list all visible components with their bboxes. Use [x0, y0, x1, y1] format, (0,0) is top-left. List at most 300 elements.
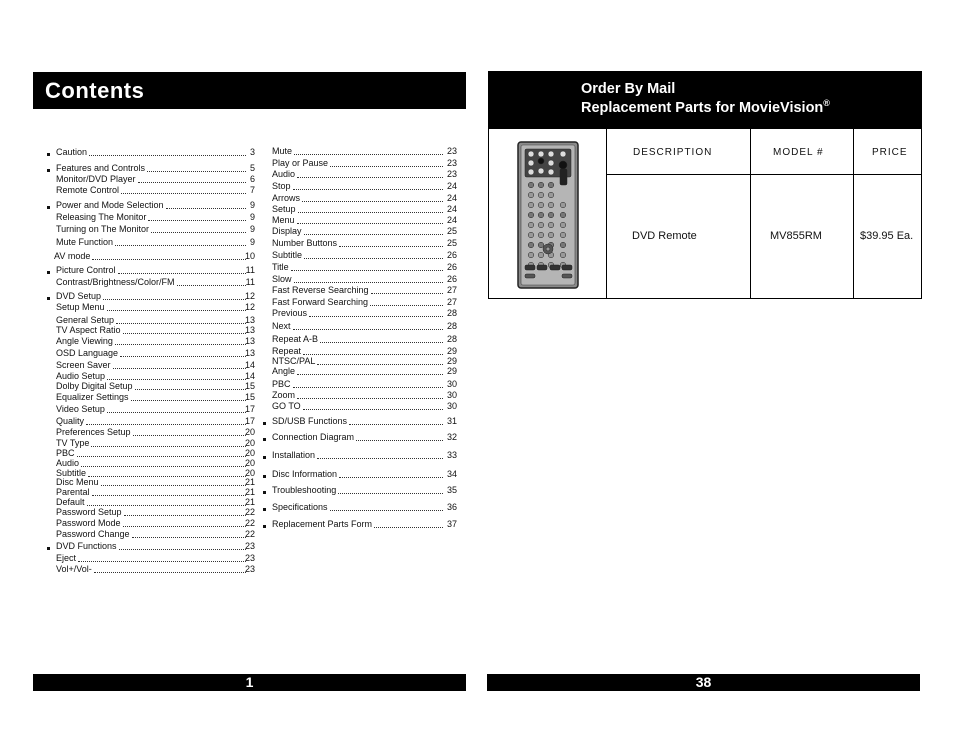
- toc-entry-page: 15: [244, 381, 255, 391]
- toc-entry: [272, 432, 457, 442]
- toc-entry-label: Arrows: [272, 193, 301, 203]
- remote-button-icon: [538, 242, 544, 248]
- bullet-icon: [263, 456, 266, 459]
- toc-entry: [272, 158, 457, 168]
- toc-entry-label: DVD Functions: [56, 541, 117, 551]
- dot-leader: [370, 297, 443, 306]
- toc-entry-page: 30: [446, 401, 457, 411]
- dot-leader: [78, 553, 246, 562]
- toc-entry-label: Menu: [272, 215, 295, 225]
- toc-entry-label: Previous: [272, 308, 308, 318]
- toc-entry-label: Angle: [272, 366, 296, 376]
- remote-button-icon: [560, 151, 566, 157]
- toc-entry: [56, 553, 255, 563]
- toc-entry-label: Password Mode: [56, 518, 121, 528]
- toc-entry-label: Dolby Digital Setup: [56, 381, 133, 391]
- toc-entry-label: Video Setup: [56, 404, 105, 414]
- toc-entry-label: Connection Diagram: [272, 432, 355, 442]
- toc-entry: [56, 541, 255, 551]
- remote-button-icon: [528, 182, 534, 188]
- toc-entry: [272, 215, 457, 225]
- remote-button-icon: [548, 232, 554, 238]
- dot-leader: [298, 204, 443, 213]
- dot-leader: [86, 416, 246, 425]
- toc-entry-page: 22: [244, 529, 255, 539]
- toc-entry: [56, 507, 255, 517]
- dot-leader: [293, 321, 443, 330]
- toc-entry-page: 5: [249, 163, 255, 173]
- toc-entry-label: NTSC/PAL: [272, 356, 316, 366]
- remote-button-icon: [560, 212, 566, 218]
- remote-button-icon: [548, 151, 554, 157]
- toc-entry: [56, 291, 255, 301]
- dot-leader: [94, 564, 246, 573]
- dot-leader: [115, 336, 246, 345]
- toc-entry-label: General Setup: [56, 315, 115, 325]
- toc-entry: [56, 381, 255, 391]
- toc-entry: [272, 366, 457, 376]
- toc-entry: [272, 450, 457, 460]
- remote-button-icon: [538, 168, 544, 174]
- toc-entry-label: Mute: [272, 146, 293, 156]
- toc-entry-page: 28: [446, 321, 457, 331]
- toc-entry-page: 24: [446, 181, 457, 191]
- toc-entry: [56, 348, 255, 358]
- dot-leader: [101, 477, 246, 486]
- dot-leader: [131, 392, 246, 401]
- toc-entry: [56, 448, 255, 458]
- toc-entry-label: Password Setup: [56, 507, 122, 517]
- toc-entry-label: Next: [272, 321, 291, 331]
- toc-entry-page: 17: [244, 416, 255, 426]
- toc-entry-page: 33: [446, 450, 457, 460]
- toc-entry: [56, 487, 255, 497]
- toc-entry-page: 20: [244, 458, 255, 468]
- remote-button-icon: [528, 202, 534, 208]
- toc-entry-page: 37: [446, 519, 457, 529]
- dot-leader: [118, 265, 246, 274]
- toc-entry-page: 20: [244, 468, 255, 478]
- dot-leader: [116, 315, 246, 324]
- remote-button-icon: [528, 232, 534, 238]
- dot-leader: [302, 193, 443, 202]
- toc-entry-label: AV mode: [54, 251, 91, 261]
- toc-entry: [56, 185, 255, 195]
- toc-entry-page: 36: [446, 502, 457, 512]
- toc-entry-label: Quality: [56, 416, 85, 426]
- right-page-number: 38: [695, 674, 712, 690]
- bullet-icon: [263, 438, 266, 441]
- toc-entry-page: 28: [446, 334, 457, 344]
- toc-entry: [56, 497, 255, 507]
- toc-entry-page: 20: [244, 427, 255, 437]
- toc-entry: [56, 277, 255, 287]
- toc-entry: [56, 336, 255, 346]
- dot-leader: [92, 251, 246, 260]
- toc-entry-label: Setup: [272, 204, 296, 214]
- remote-key-icon: [525, 265, 535, 270]
- toc-entry-label: Vol+/Vol-: [56, 564, 92, 574]
- dot-leader: [297, 390, 443, 399]
- dvd-remote-image: [517, 141, 579, 289]
- toc-entry-label: Troubleshooting: [272, 485, 337, 495]
- toc-entry-label: Subtitle: [272, 250, 303, 260]
- toc-entry-page: 22: [244, 507, 255, 517]
- toc-entry: [56, 163, 255, 173]
- column-header-price: PRICE: [872, 147, 908, 158]
- dot-leader: [294, 274, 443, 283]
- toc-entry-label: Stop: [272, 181, 291, 191]
- toc-entry: [56, 360, 255, 370]
- toc-entry: [56, 477, 255, 487]
- toc-entry-label: Power and Mode Selection: [56, 200, 164, 210]
- remote-button-icon: [548, 169, 554, 175]
- registered-mark: ®: [823, 98, 830, 108]
- row-price: $39.95 Ea.: [860, 230, 914, 242]
- toc-entry-page: 34: [446, 469, 457, 479]
- toc-entry-page: 30: [446, 379, 457, 389]
- bullet-icon: [263, 491, 266, 494]
- toc-entry: [272, 250, 457, 260]
- remote-button-icon: [546, 247, 550, 251]
- bullet-icon: [47, 547, 50, 550]
- remote-button-icon: [528, 222, 534, 228]
- dot-leader: [148, 212, 246, 221]
- dot-leader: [107, 404, 246, 413]
- dot-leader: [330, 502, 443, 511]
- toc-entry-label: Password Change: [56, 529, 130, 539]
- toc-entry: [56, 458, 255, 468]
- toc-entry-label: Picture Control: [56, 265, 116, 275]
- toc-entry-page: 24: [446, 193, 457, 203]
- toc-entry-page: 9: [249, 212, 255, 222]
- remote-button-icon: [560, 242, 566, 248]
- toc-entry-label: Releasing The Monitor: [56, 212, 147, 222]
- toc-entry-label: Subtitle: [56, 468, 87, 478]
- dot-leader: [177, 277, 246, 286]
- toc-entry-label: Fast Reverse Searching: [272, 285, 369, 295]
- toc-entry-label: Equalizer Settings: [56, 392, 129, 402]
- toc-entry: [272, 193, 457, 203]
- toc-entry-label: Installation: [272, 450, 316, 460]
- toc-entry: [272, 262, 457, 272]
- toc-entry-label: Contrast/Brightness/Color/FM: [56, 277, 175, 287]
- remote-button-icon: [560, 232, 566, 238]
- toc-entry-label: Features and Controls: [56, 163, 146, 173]
- dot-leader: [304, 226, 443, 235]
- toc-entry: [54, 251, 255, 261]
- toc-entry: [272, 346, 457, 356]
- toc-entry-label: Audio: [56, 458, 80, 468]
- toc-entry: [272, 356, 457, 366]
- toc-entry-page: 27: [446, 285, 457, 295]
- remote-button-icon: [528, 169, 534, 175]
- dot-leader: [330, 158, 443, 167]
- toc-entry-page: 13: [244, 325, 255, 335]
- toc-entry-label: Replacement Parts Form: [272, 519, 373, 529]
- remote-button-icon: [559, 161, 567, 169]
- toc-entry-label: PBC: [272, 379, 291, 389]
- dot-leader: [166, 200, 246, 209]
- toc-entry-page: 26: [446, 250, 457, 260]
- left-page-number-bar: [33, 674, 466, 691]
- remote-button-icon: [538, 202, 544, 208]
- dot-leader: [115, 237, 246, 246]
- dot-leader: [107, 302, 246, 311]
- toc-entry: [272, 334, 457, 344]
- toc-entry: [272, 416, 457, 426]
- toc-entry: [272, 285, 457, 295]
- dot-leader: [339, 238, 443, 247]
- dot-leader: [123, 325, 246, 334]
- dot-leader: [297, 169, 443, 178]
- remote-button-icon: [560, 202, 566, 208]
- toc-entry: [56, 200, 255, 210]
- order-by-mail-table: [488, 71, 922, 299]
- toc-entry-page: 21: [244, 487, 255, 497]
- contents-title-bar: [33, 72, 466, 109]
- toc-entry-label: Display: [272, 226, 302, 236]
- order-header: [489, 72, 921, 129]
- dot-leader: [317, 450, 443, 459]
- dot-leader: [297, 215, 443, 224]
- dot-leader: [303, 346, 443, 355]
- remote-button-icon: [528, 242, 534, 248]
- toc-entry: [56, 302, 255, 312]
- remote-button-icon: [538, 212, 544, 218]
- left-page-number: 1: [245, 674, 254, 690]
- dot-leader: [135, 381, 246, 390]
- toc-entry-page: 9: [249, 200, 255, 210]
- bullet-icon: [47, 297, 50, 300]
- dot-leader: [309, 308, 443, 317]
- toc-entry-page: 13: [244, 336, 255, 346]
- dot-leader: [303, 401, 443, 410]
- toc-entry-page: 25: [446, 226, 457, 236]
- remote-key-icon: [550, 265, 560, 270]
- toc-entry: [272, 502, 457, 512]
- toc-entry: [272, 204, 457, 214]
- toc-entry: [56, 564, 255, 574]
- toc-entry-page: 30: [446, 390, 457, 400]
- toc-entry-page: 29: [446, 356, 457, 366]
- toc-entry: [56, 371, 255, 381]
- toc-entry-page: 23: [446, 146, 457, 156]
- toc-entry: [272, 308, 457, 318]
- dot-leader: [349, 416, 443, 425]
- remote-button-icon: [548, 202, 554, 208]
- remote-button-icon: [528, 252, 534, 258]
- toc-entry-label: PBC: [56, 448, 75, 458]
- toc-entry-page: 20: [244, 438, 255, 448]
- bullet-icon: [47, 206, 50, 209]
- dot-leader: [132, 529, 246, 538]
- toc-entry-page: 31: [446, 416, 457, 426]
- dot-leader: [103, 291, 246, 300]
- toc-entry-label: Audio Setup: [56, 371, 106, 381]
- toc-entry-label: Screen Saver: [56, 360, 111, 370]
- dot-leader: [77, 448, 246, 457]
- dot-leader: [317, 356, 443, 365]
- dot-leader: [151, 224, 246, 233]
- toc-entry: [56, 325, 255, 335]
- remote-button-icon: [538, 182, 544, 188]
- dot-leader: [374, 519, 443, 528]
- toc-entry: [56, 518, 255, 528]
- toc-entry-label: Default: [56, 497, 85, 507]
- toc-entry: [272, 401, 457, 411]
- toc-entry-page: 23: [244, 541, 255, 551]
- toc-entry-label: Turning on The Monitor: [56, 224, 150, 234]
- toc-entry-label: OSD Language: [56, 348, 119, 358]
- bullet-icon: [263, 508, 266, 511]
- toc-entry: [56, 427, 255, 437]
- toc-entry-page: 24: [446, 204, 457, 214]
- toc-entry: [56, 265, 255, 275]
- dot-leader: [294, 146, 443, 155]
- toc-entry-label: Repeat A-B: [272, 334, 319, 344]
- dot-leader: [371, 285, 443, 294]
- dot-leader: [107, 371, 246, 380]
- toc-entry-page: 23: [446, 158, 457, 168]
- toc-entry: [56, 529, 255, 539]
- toc-entry-page: 25: [446, 238, 457, 248]
- bullet-icon: [47, 271, 50, 274]
- toc-entry-page: 11: [245, 265, 255, 275]
- remote-key-icon: [560, 169, 567, 185]
- toc-entry: [272, 469, 457, 479]
- toc-entry: [272, 379, 457, 389]
- toc-entry-page: 15: [244, 392, 255, 402]
- dot-leader: [87, 497, 246, 506]
- toc-entry: [56, 237, 255, 247]
- remote-key-icon: [537, 265, 547, 270]
- toc-entry: [272, 390, 457, 400]
- toc-entry: [272, 321, 457, 331]
- dot-leader: [291, 262, 443, 271]
- remote-button-icon: [560, 222, 566, 228]
- toc-entry-label: Fast Forward Searching: [272, 297, 369, 307]
- column-header-model: MODEL #: [773, 147, 824, 158]
- toc-entry-label: Specifications: [272, 502, 328, 512]
- toc-entry-label: Play or Pause: [272, 158, 329, 168]
- remote-button-icon: [548, 182, 554, 188]
- dot-leader: [133, 427, 246, 436]
- contents-title: Contents: [45, 78, 145, 103]
- remote-button-icon: [538, 232, 544, 238]
- toc-entry-page: 3: [249, 147, 255, 157]
- toc-entry-label: Angle Viewing: [56, 336, 113, 346]
- row-model: MV855RM: [770, 230, 822, 242]
- row-description: DVD Remote: [632, 230, 697, 242]
- order-header-title: Order By Mail: [581, 81, 676, 97]
- column-header-description: DESCRIPTION: [633, 147, 713, 158]
- remote-key-icon: [562, 274, 572, 278]
- remote-button-icon: [560, 252, 566, 258]
- toc-entry-page: 9: [249, 237, 255, 247]
- toc-entry: [56, 147, 255, 157]
- dot-leader: [124, 507, 246, 516]
- toc-entry: [272, 169, 457, 179]
- toc-entry-page: 13: [244, 315, 255, 325]
- dot-leader: [293, 379, 443, 388]
- toc-entry-label: SD/USB Functions: [272, 416, 348, 426]
- dot-leader: [119, 541, 246, 550]
- toc-entry: [56, 416, 255, 426]
- toc-entry-page: 27: [446, 297, 457, 307]
- dot-leader: [320, 334, 443, 343]
- remote-button-icon: [528, 151, 534, 157]
- remote-button-icon: [538, 158, 544, 164]
- remote-button-icon: [548, 160, 554, 166]
- toc-entry-page: 26: [446, 262, 457, 272]
- remote-button-icon: [538, 222, 544, 228]
- dot-leader: [147, 163, 246, 172]
- toc-entry-label: Caution: [56, 147, 88, 157]
- toc-entry: [56, 174, 255, 184]
- toc-entry-label: Mute Function: [56, 237, 114, 247]
- remote-key-icon: [562, 265, 572, 270]
- toc-entry-page: 6: [249, 174, 255, 184]
- toc-entry-page: 32: [446, 432, 457, 442]
- right-page-number-bar: [487, 674, 920, 691]
- toc-entry-label: Disc Information: [272, 469, 338, 479]
- remote-button-icon: [548, 212, 554, 218]
- toc-entry-page: 21: [244, 497, 255, 507]
- toc-entry: [56, 404, 255, 414]
- bullet-icon: [263, 525, 266, 528]
- toc-entry: [272, 181, 457, 191]
- toc-entry-page: 35: [446, 485, 457, 495]
- toc-entry-page: 14: [244, 371, 255, 381]
- toc-entry-label: Remote Control: [56, 185, 120, 195]
- dot-leader: [120, 348, 246, 357]
- toc-entry-page: 29: [446, 346, 457, 356]
- toc-entry-label: Disc Menu: [56, 477, 99, 487]
- toc-entry-page: 23: [446, 169, 457, 179]
- toc-entry: [56, 224, 255, 234]
- dot-leader: [304, 250, 443, 259]
- toc-entry-label: Eject: [56, 553, 77, 563]
- toc-entry-page: 11: [245, 277, 255, 287]
- bullet-icon: [263, 422, 266, 425]
- toc-entry-page: 12: [244, 302, 255, 312]
- toc-entry-page: 26: [446, 274, 457, 284]
- toc-entry-label: Repeat: [272, 346, 302, 356]
- toc-entry-label: Setup Menu: [56, 302, 105, 312]
- dot-leader: [339, 469, 443, 478]
- toc-entry-label: Number Buttons: [272, 238, 338, 248]
- toc-entry-page: 23: [244, 564, 255, 574]
- toc-entry: [56, 438, 255, 448]
- toc-entry-page: 24: [446, 215, 457, 225]
- toc-entry: [272, 485, 457, 495]
- dot-leader: [138, 174, 246, 183]
- toc-entry-page: 28: [446, 308, 457, 318]
- bullet-icon: [47, 169, 50, 172]
- toc-entry: [272, 226, 457, 236]
- dot-leader: [123, 518, 246, 527]
- dot-leader: [338, 485, 443, 494]
- toc-entry-page: 13: [244, 348, 255, 358]
- toc-entry: [272, 146, 457, 156]
- toc-entry-label: Title: [272, 262, 289, 272]
- toc-entry-label: Zoom: [272, 390, 296, 400]
- remote-button-icon: [548, 192, 554, 198]
- order-header-subtitle: Replacement Parts for MovieVision®: [581, 98, 830, 116]
- remote-key-icon: [525, 274, 535, 278]
- toc-entry-label: TV Type: [56, 438, 90, 448]
